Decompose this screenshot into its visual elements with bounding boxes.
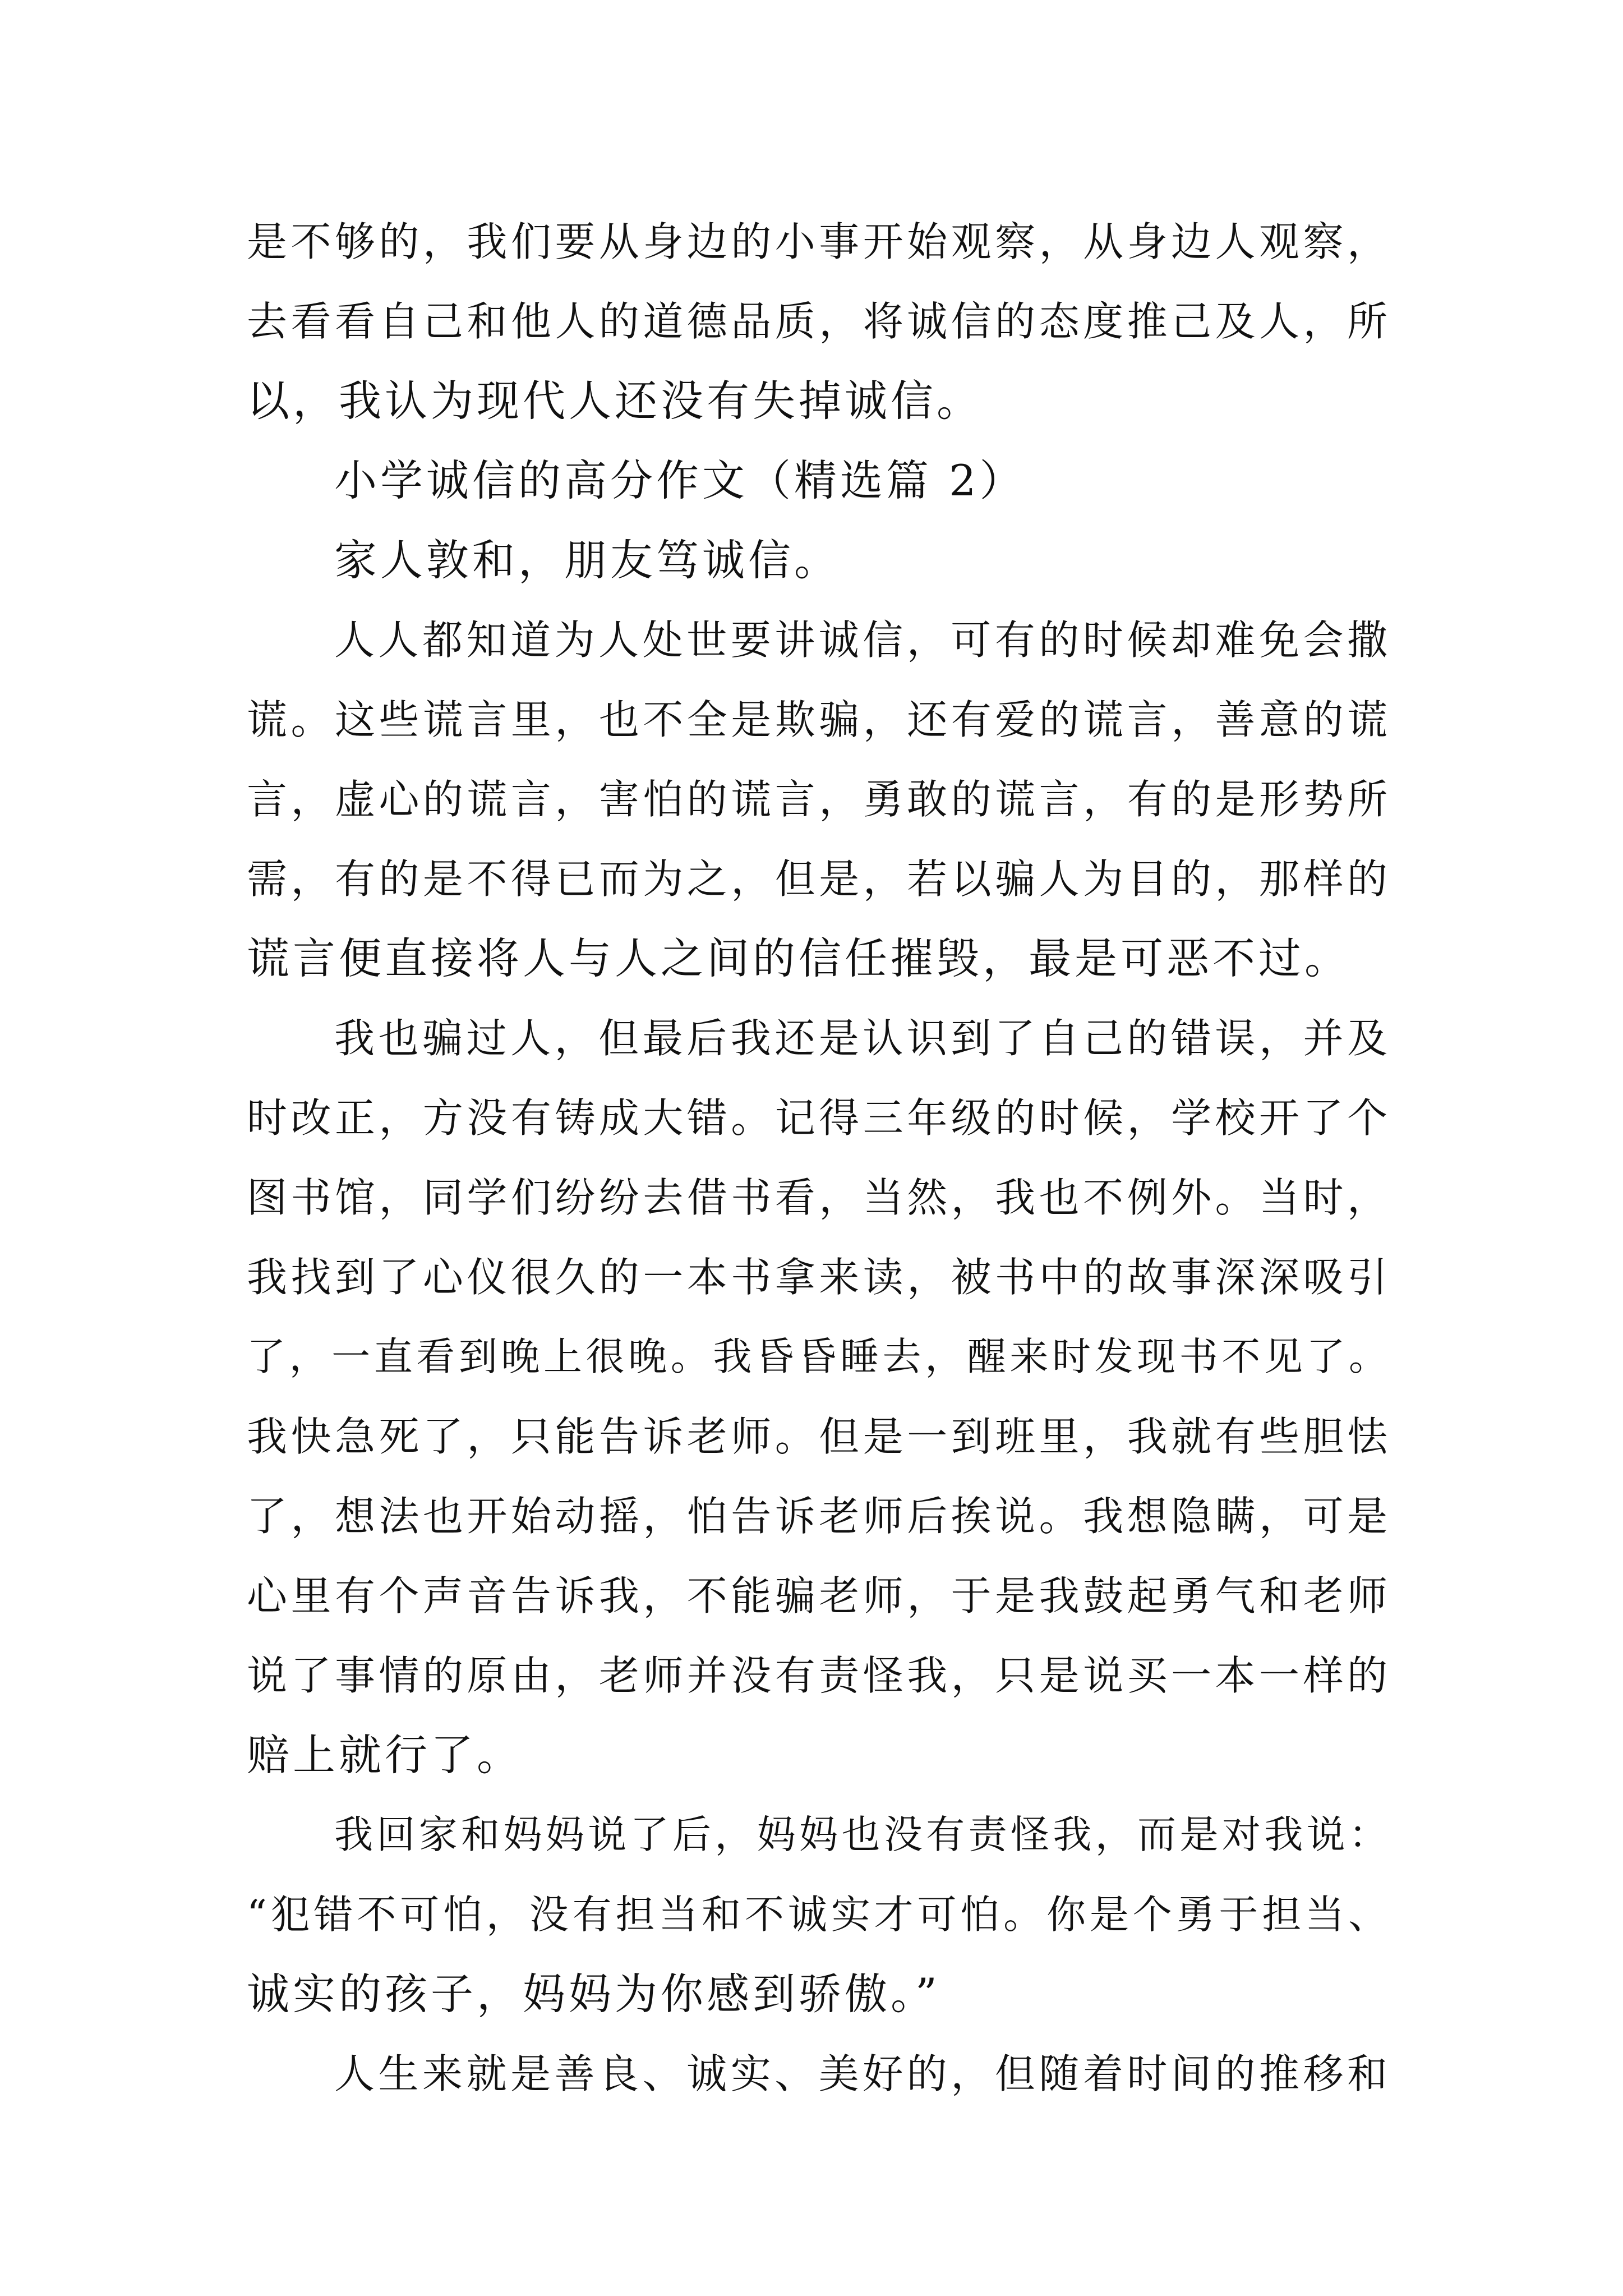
essay-body <box>247 202 1391 2114</box>
text-line: 是不够的，我们要从身边的小事开始观察，从身边人观察， <box>247 218 1391 265</box>
text-line: 诚实的孩子，妈妈为你感到骄傲。” <box>247 1969 940 2019</box>
text-line: 图书馆，同学们纷纷去借书看，当然，我也不例外。当时， <box>247 1174 1391 1221</box>
text-line: 谎。这些谎言里，也不全是欺骗，还有爱的谎言，善意的谎 <box>247 696 1391 743</box>
text-line: 家人敦和，朋友笃诚信。 <box>334 535 840 585</box>
text-line: 我找到了心仪很久的一本书拿来读，被书中的故事深深吸引 <box>247 1254 1391 1301</box>
text-line: 说了事情的原由，老师并没有责怪我，只是说买一本一样的 <box>247 1652 1391 1699</box>
text-line: 人生来就是善良、诚实、美好的，但随着时间的推移和 <box>334 2050 1391 2097</box>
text-line: 人人都知道为人处世要讲诚信，可有的时候却难免会撒 <box>334 616 1391 664</box>
text-line: 时改正，方没有铸成大错。记得三年级的时候，学校开了个 <box>247 1094 1391 1142</box>
text-line: 需，有的是不得已而为之，但是，若以骗人为目的，那样的 <box>247 855 1391 903</box>
text-line: 以，我认为现代人还没有失掉诚信。 <box>247 376 983 426</box>
text-line: 小学诚信的高分作文（精选篇 2） <box>334 455 1026 505</box>
text-line: 了，想法也开始动摇，怕告诉老师后挨说。我想隐瞒，可是 <box>247 1493 1391 1540</box>
text-line: “犯错不可怕，没有担当和不诚实才可怕。你是个勇于担当、 <box>247 1892 1391 1938</box>
text-line: 了，一直看到晚上很晚。我昏昏睡去，醒来时发现书不见了。 <box>247 1335 1391 1379</box>
text-line: 我也骗过人，但最后我还是认识到了自己的错误，并及 <box>334 1015 1391 1062</box>
text-line: 我快急死了，只能告诉老师。但是一到班里，我就有些胆怯 <box>247 1413 1391 1460</box>
text-line: 去看看自己和他人的道德品质，将诚信的态度推己及人，所 <box>247 298 1391 345</box>
text-line: 心里有个声音告诉我，不能骗老师，于是我鼓起勇气和老师 <box>247 1572 1391 1619</box>
text-line: 言，虚心的谎言，害怕的谎言，勇敢的谎言，有的是形势所 <box>247 776 1391 823</box>
text-line: 谎言便直接将人与人之间的信任摧毁，最是可恶不过。 <box>247 933 1350 983</box>
text-line: 赔上就行了。 <box>247 1730 523 1780</box>
text-line: 我回家和妈妈说了后，妈妈也没有责怪我，而是对我说： <box>334 1812 1391 1857</box>
